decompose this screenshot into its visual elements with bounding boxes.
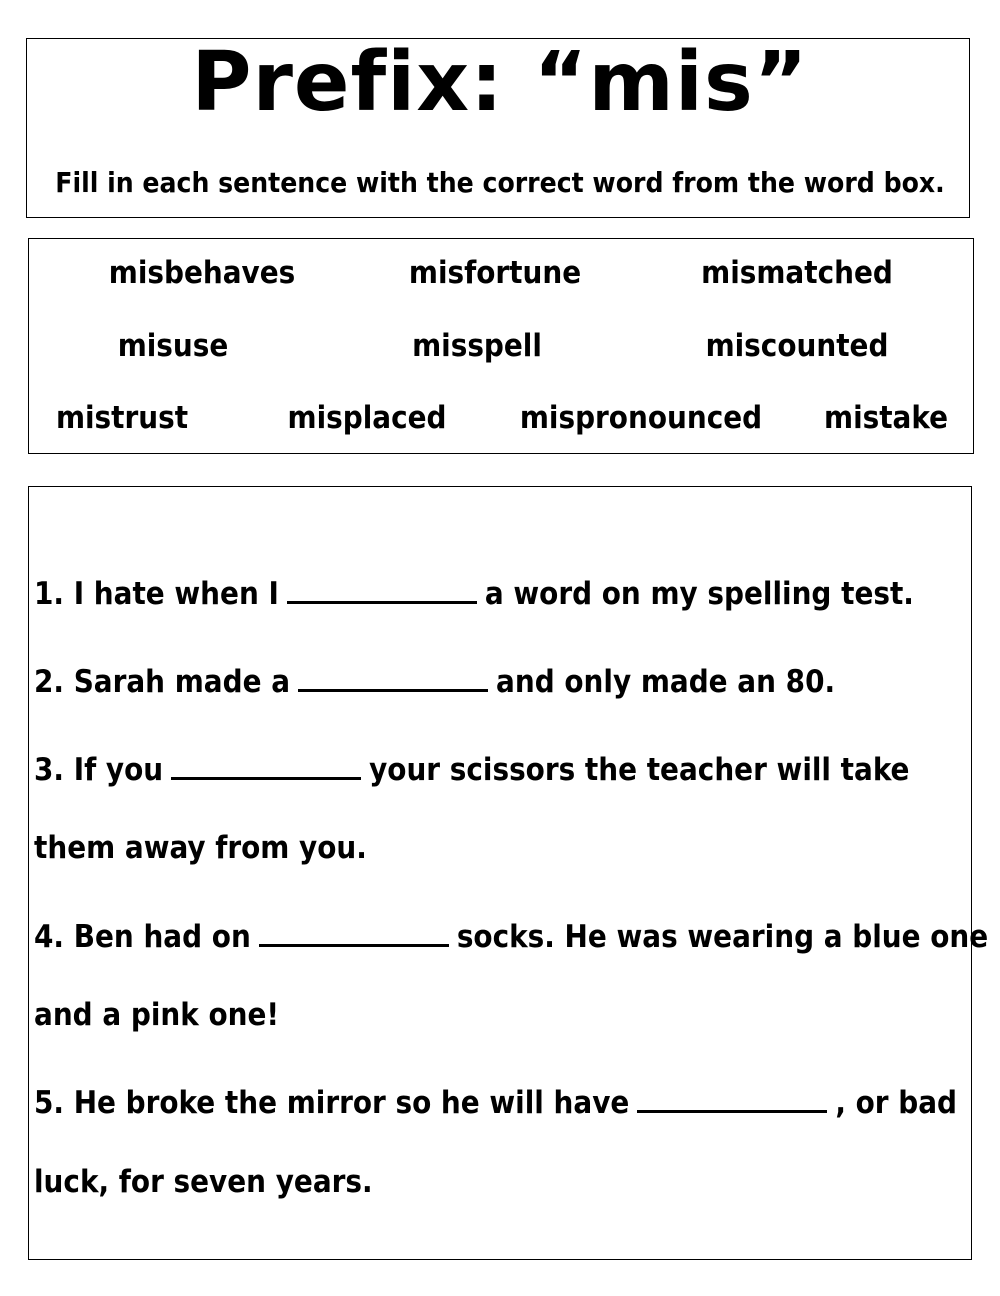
sentence-3-end: your scissors the teacher will take — [369, 752, 910, 788]
sentence-2-start: 2. Sarah made a — [34, 664, 291, 700]
word-box-item: misplaced — [287, 400, 447, 436]
sentence-1 — [34, 572, 914, 616]
word-box-item: miscounted — [705, 328, 889, 364]
sentence-5 — [34, 1081, 957, 1125]
sentence-2-end: and only made an 80. — [496, 664, 836, 700]
sentence-5-continued: luck, for seven years. — [34, 1164, 373, 1200]
answer-blank-5[interactable] — [637, 1086, 827, 1113]
sentence-4-end: socks. He was wearing a blue one — [456, 919, 989, 955]
sentence-4-start: 4. Ben had on — [34, 919, 251, 955]
word-box-item: mispronounced — [519, 400, 763, 436]
word-box-item: misspell — [412, 328, 542, 364]
instructions: Fill in each sentence with the correct word from the word box. — [55, 166, 945, 199]
answer-blank-3[interactable] — [171, 753, 361, 780]
sentence-1-start: 1. I hate when I — [34, 576, 279, 612]
sentence-2 — [34, 660, 835, 704]
word-box-item: misuse — [117, 328, 229, 364]
word-box-item: mismatched — [701, 255, 893, 291]
answer-blank-1[interactable] — [287, 577, 477, 604]
word-box-item: mistake — [824, 400, 948, 436]
word-box-item: misbehaves — [108, 255, 296, 291]
sentence-3 — [34, 748, 909, 792]
answer-blank-4[interactable] — [259, 920, 449, 947]
sentence-3-start: 3. If you — [34, 752, 164, 788]
sentence-4-continued: and a pink one! — [34, 997, 280, 1033]
word-box-item: misfortune — [408, 255, 582, 291]
sentence-5-start: 5. He broke the mirror so he will have — [34, 1085, 630, 1121]
sentence-3-continued: them away from you. — [34, 830, 367, 866]
word-box-item: mistrust — [55, 400, 189, 436]
answer-blank-2[interactable] — [298, 665, 488, 692]
sentence-1-end: a word on my spelling test. — [484, 576, 914, 612]
sentence-5-end: , or bad — [835, 1085, 957, 1121]
page-title: Prefix: “mis” — [191, 35, 809, 130]
sentence-4 — [34, 915, 988, 959]
